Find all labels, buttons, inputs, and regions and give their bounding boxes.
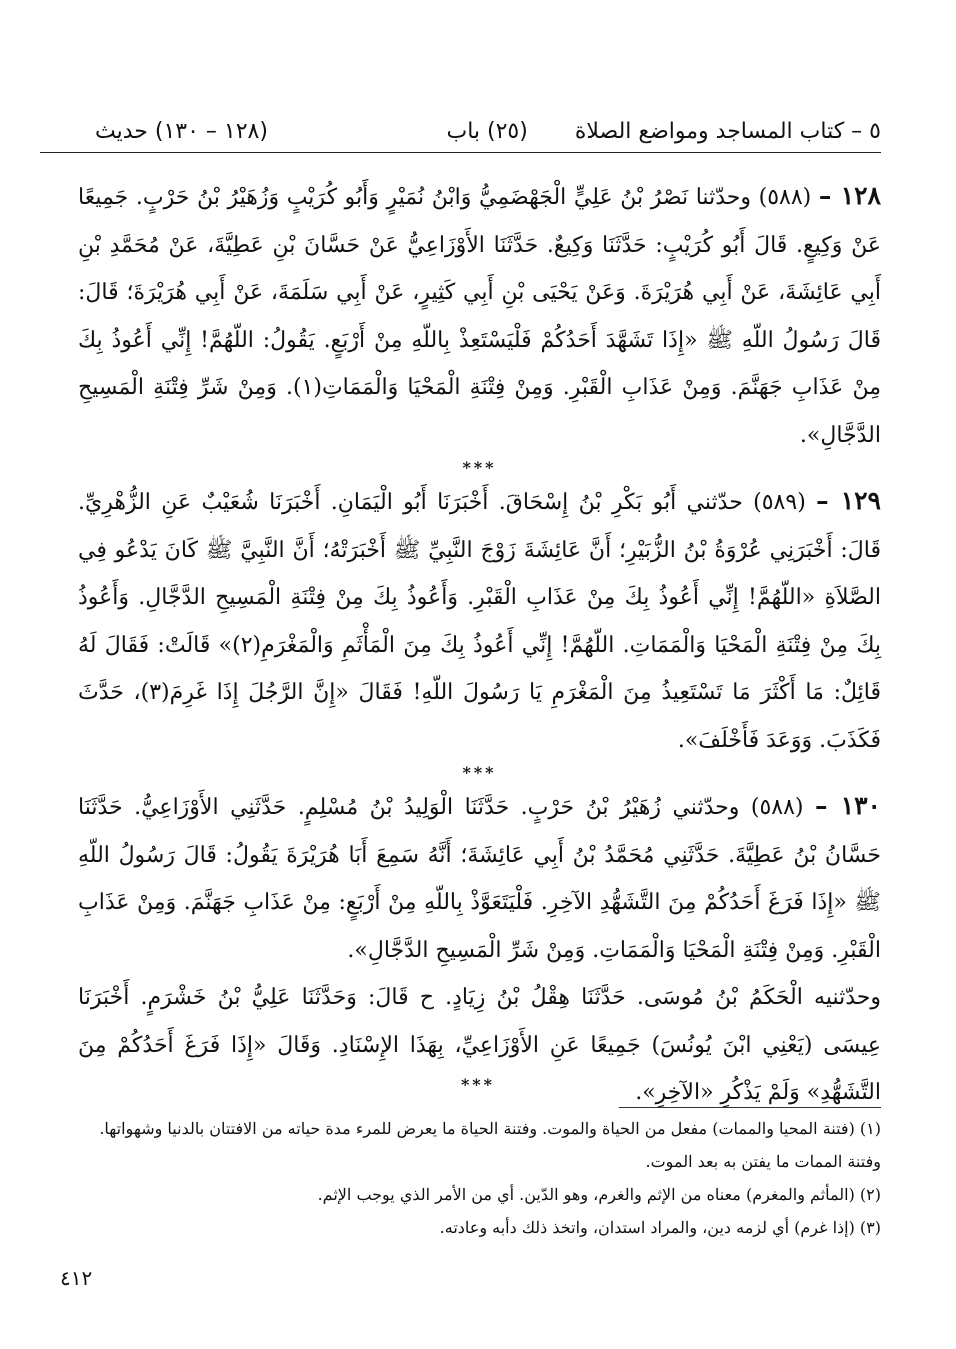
footnote-1-continuation: وفتنة الممات ما يفتن به بعد الموت. <box>645 1152 881 1171</box>
hadith-number: ١٢٩ – <box>816 486 881 515</box>
running-header <box>95 112 881 152</box>
header-chapter: (٢٥) باب <box>446 119 528 144</box>
section-separator: *** <box>462 763 497 782</box>
page-number: ٤١٢ <box>60 1266 93 1290</box>
header-book-chapter <box>446 112 881 152</box>
hadith-129 <box>78 477 881 764</box>
footnote-3: (٣) (إذا غرم) أي لزمه دين، والمراد استدان، واتخذ ذلك دأبه وعادته. <box>439 1218 881 1237</box>
footnotes <box>70 1112 881 1244</box>
footnote-divider <box>619 1107 881 1108</box>
hadith-128 <box>78 172 881 459</box>
header-book-title: ٥ – كتاب المساجد ومواضع الصلاة <box>574 119 881 144</box>
hadith-number: ١٣٠ – <box>814 791 881 820</box>
header-divider <box>40 152 881 153</box>
hadith-text: (٥٨٩) حدّثني أَبُو بَكْرِ بْنُ إِسْحَاقَ. أَخْبَرَنَا أَبُو الْيَمَانِ. أَخْبَرَنَا شُعَيْبٌ عَنِ الزُّهْرِيِّ. قَالَ: أَخْبَرَنِي عُرْوَةُ بْنُ الزُّبَيْرِ؛ أَنَّ عَائِشَةَ زَوْجَ النَّبِيِّ ﷺ أَخْبَرَتْهُ؛ أَنَّ النَّبِيَّ ﷺ كَانَ يَدْعُو فِي الصَّلاَةِ «اللّهُمَّ! إِنِّي أَعُوذُ بِكَ مِنْ عَذَابِ الْقَبْرِ. وَأَعُوذُ بِكَ مِنْ فِتْنَةِ الْمَسِيحِ الدَّجَّالِ. وَأَعُوذُ بِكَ مِنْ فِتْنَةِ الْمَحْيَا وَالْمَمَاتِ. اللّهُمَّ! إِنِّي أَعُوذُ بِكَ مِنَ الْمَأْثَمِ وَالْمَغْرَمِ(٢)» قَالَتْ: فَقَالَ لَهُ قَائِلٌ: مَا أَكْثَرَ مَا تَسْتَعِيذُ مِنَ الْمَغْرَمِ يَا رَسُولَ اللّهِ! فَقَالَ «إِنَّ الرَّجُلَ إِذَا غَرِمَ(٣)، حَدَّثَ فَكَذَبَ. وَوَعَدَ فَأَخْلَفَ». <box>78 490 881 753</box>
hadith-text: (٥٨٨) وحدّثني زُهَيْرُ بْنُ حَرْبٍ. حَدَّثَنَا الْوَلِيدُ بْنُ مُسْلِمٍ. حَدَّثَنِي الأَوْزَاعِيُّ. حَدَّثَنَا حَسَّانُ بْنُ عَطِيَّةَ. حَدَّثَنِي مُحَمَّدُ بْنُ أَبِي عَائِشَةَ؛ أَنَّهُ سَمِعَ أَبَا هُرَيْرَةَ يَقُولُ: قَالَ رَسُولُ اللّهِ ﷺ «إِذَا فَرَغَ أَحَدُكُمْ مِنَ التَّشَهُّدِ الآخِرِ. فَلْيَتَعَوَّذْ بِاللّهِ مِنْ أَرْبَعٍ: مِنْ عَذَابِ جَهَنَّمَ. وَمِنْ عَذَابِ الْقَبْرِ. وَمِنْ فِتْنَةِ الْمَحْيَا وَالْمَمَاتِ. وَمِنْ شَرِّ الْمَسِيحِ الدَّجَّالِ». <box>78 795 881 963</box>
section-separator: *** <box>462 458 497 477</box>
footnote-1: (١) (فتنة المحيا والممات) مفعل من الحياة والموت. وفتنة الحياة ما يعرض للمرء مدة حياته من الافتتان بالدنيا وشهواتها. <box>99 1119 881 1138</box>
main-text <box>78 172 881 1117</box>
hadith-number: ١٢٨ – <box>818 181 881 210</box>
hadith-130 <box>78 782 881 974</box>
section-separator-end: *** <box>460 1075 496 1094</box>
footnote-2: (٢) (المأثم والمغرم) معناه من الإثم والغرم، وهو الدّين. أي من الأمر الذي يوجب الإثم. <box>317 1185 881 1204</box>
hadith-130-variant: وحدّثنيه الْحَكَمُ بْنُ مُوسَى. حَدَّثَنَا هِقْلُ بْنُ زِيَادٍ. ح قَالَ: وَحَدَّثَنَا عَلِيُّ بْنُ خَشْرَمٍ. أَخْبَرَنَا عِيسَى (يَعْنِي ابْنَ يُونُسَ) جَمِيعًا عَنِ الأَوْزَاعِيِّ، بِهَذَا الإِسْنَادِ. وَقَالَ «إِذَا فَرَغَ أَحَدُكُمْ مِنَ التَّشَهُّدِ» وَلَمْ يَذْكُرِ «الآخِرِ». <box>78 985 881 1105</box>
hadith-text: (٥٨٨) وحدّثنا نَصْرُ بْنُ عَلِيٍّ الْجَهْضَمِيُّ وَابْنُ نُمَيْرٍ وَأَبُو كُرَيْبٍ وَزُهَيْرُ بْنُ حَرْبٍ. جَمِيعًا عَنْ وَكِيعٍ. قَالَ أَبُو كُرَيْبٍ: حَدَّثَنَا وَكِيعٌ. حَدَّثَنَا الأَوْزَاعِيُّ عَنْ حَسَّانَ بْنِ عَطِيَّةَ، عَنْ مُحَمَّدِ بْنِ أَبِي عَائِشَةَ، عَنْ أَبِي هُرَيْرَةَ. وَعَنْ يَحْيَى بْنِ أَبِي كَثِيرٍ، عَنْ أَبِي سَلَمَةَ، عَنْ أَبِي هُرَيْرَةَ؛ قَالَ: قَالَ رَسُولُ اللّهِ ﷺ «إِذَا تَشَهَّدَ أَحَدُكُمْ فَلْيَسْتَعِذْ بِاللّهِ مِنْ أَرْبَعٍ. يَقُولُ: اللّهُمَّ! إِنِّي أَعُوذُ بِكَ مِنْ عَذَابِ جَهَنَّمَ. وَمِنْ عَذَابِ الْقَبْرِ. وَمِنْ فِتْنَةِ الْمَحْيَا وَالْمَمَاتِ(١). وَمِنْ شَرِّ فِتْنَةِ الْمَسِيحِ الدَّجَّالِ». <box>78 185 881 448</box>
header-hadith-range: (١٢٨ – ١٣٠) حديث <box>95 119 268 144</box>
